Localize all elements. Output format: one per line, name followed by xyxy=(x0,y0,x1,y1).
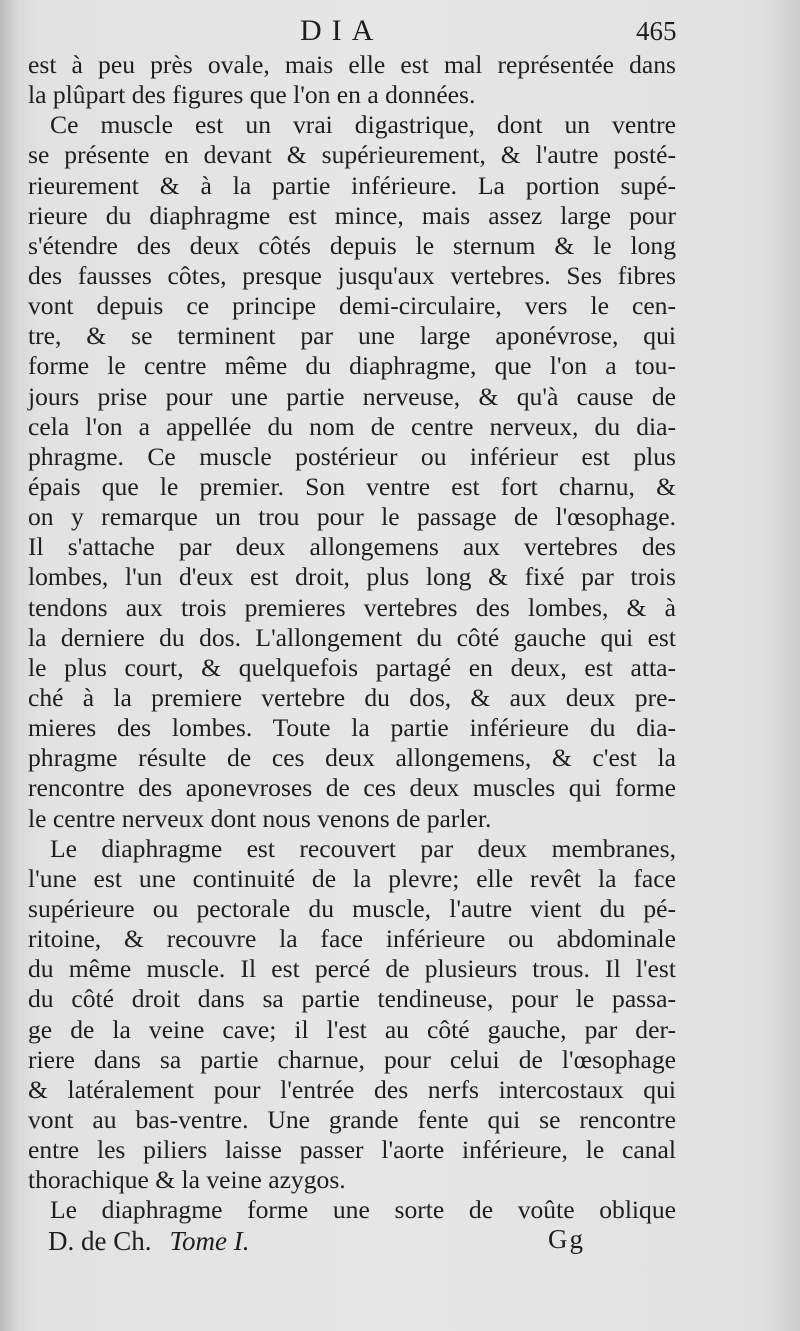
text-line: thorachique & la veine azygos. xyxy=(28,1165,346,1195)
text-line: du même muscle. Il est percé de plusieurs trous. Il l'est xyxy=(28,954,676,984)
text-line: phragme résulte de ces deux allongemens, & c'est la xyxy=(28,743,676,773)
text-line: Le diaphragme est recouvert par deux membranes, xyxy=(50,833,676,863)
text-line: le plus court, & quelquefois partagé en deux, est atta- xyxy=(28,652,676,682)
text-line: la derniere du dos. L'allongement du côté gauche qui est xyxy=(28,622,676,652)
text-line: riere dans sa partie charnue, pour celui de l'œsophage xyxy=(28,1044,676,1074)
text-line: vont au bas-ventre. Une grande fente qui se rencontre xyxy=(28,1104,676,1134)
text-line: l'une est une continuité de la plevre; elle revêt la face xyxy=(28,863,676,893)
signature-abbrev: D. de Ch. xyxy=(48,1226,152,1256)
page-header xyxy=(0,14,800,54)
text-line: & latéralement pour l'entrée des nerfs intercostaux qui xyxy=(28,1074,676,1104)
text-line: phragme. Ce muscle postérieur ou inférieur est plus xyxy=(28,441,676,471)
text-line: entre les piliers laisse passer l'aorte inférieure, le canal xyxy=(28,1135,676,1165)
page-footer xyxy=(0,1226,800,1266)
text-line: ché à la premiere vertebre du dos, & aux deux pre- xyxy=(28,682,676,712)
text-line: supérieure ou pectorale du muscle, l'autre vient du pé- xyxy=(28,893,676,923)
text-line: rieure du diaphragme est mince, mais assez large pour xyxy=(28,200,676,230)
text-line: Il s'attache par deux allongemens aux vertebres des xyxy=(28,532,676,562)
text-line: le centre nerveux dont nous venons de parler. xyxy=(28,803,492,833)
text-line: du côté droit dans sa partie tendineuse, pour le passa- xyxy=(28,984,676,1014)
text-line: jours prise pour une partie nerveuse, & qu'à cause de xyxy=(28,381,676,411)
text-line: mieres des lombes. Toute la partie inférieure du dia- xyxy=(28,713,676,743)
signature-label xyxy=(48,1226,250,1257)
text-line: est à peu près ovale, mais elle est mal représentée dans xyxy=(28,50,676,79)
running-title: DIA xyxy=(300,14,384,47)
signature-mark: Gg xyxy=(548,1224,585,1254)
text-line: vont depuis ce principe demi-circulaire, vers le cen- xyxy=(28,291,676,321)
text-line: épais que le premier. Son ventre est fort charnu, & xyxy=(28,471,676,501)
volume-label: Tome I. xyxy=(169,1226,250,1256)
text-line: des fausses côtes, presque jusqu'aux vertebres. Ses fibres xyxy=(28,260,676,290)
body-text xyxy=(28,50,676,1225)
page-number: 465 xyxy=(636,16,677,46)
text-line: cela l'on a appellée du nom de centre nerveux, du dia- xyxy=(28,411,676,441)
text-line: on y remarque un trou pour le passage de l'œsophage. xyxy=(28,502,676,532)
text-line: lombes, l'un d'eux est droit, plus long & fixé par trois xyxy=(28,562,676,592)
text-line: tre, & se terminent par une large aponévrose, qui xyxy=(28,321,676,351)
text-line: forme le centre même du diaphragme, que l'on a tou- xyxy=(28,351,676,381)
text-line: rieurement & à la partie inférieure. La portion supé- xyxy=(28,170,676,200)
text-line: s'étendre des deux côtés depuis le sternum & le long xyxy=(28,230,676,260)
text-line: se présente en devant & supérieurement, & l'autre posté- xyxy=(28,140,676,170)
text-line: ge de la veine cave; il l'est au côté gauche, par der- xyxy=(28,1014,676,1044)
text-line: la plûpart des figures que l'on en a données. xyxy=(28,80,476,110)
text-line: Le diaphragme forme une sorte de voûte oblique xyxy=(50,1195,676,1225)
text-line: rencontre des aponevroses de ces deux muscles qui forme xyxy=(28,773,676,803)
text-line: Ce muscle est un vrai digastrique, dont un ventre xyxy=(50,110,676,140)
text-line: tendons aux trois premieres vertebres des lombes, & à xyxy=(28,592,676,622)
text-line: ritoine, & recouvre la face inférieure ou abdominale xyxy=(28,924,676,954)
